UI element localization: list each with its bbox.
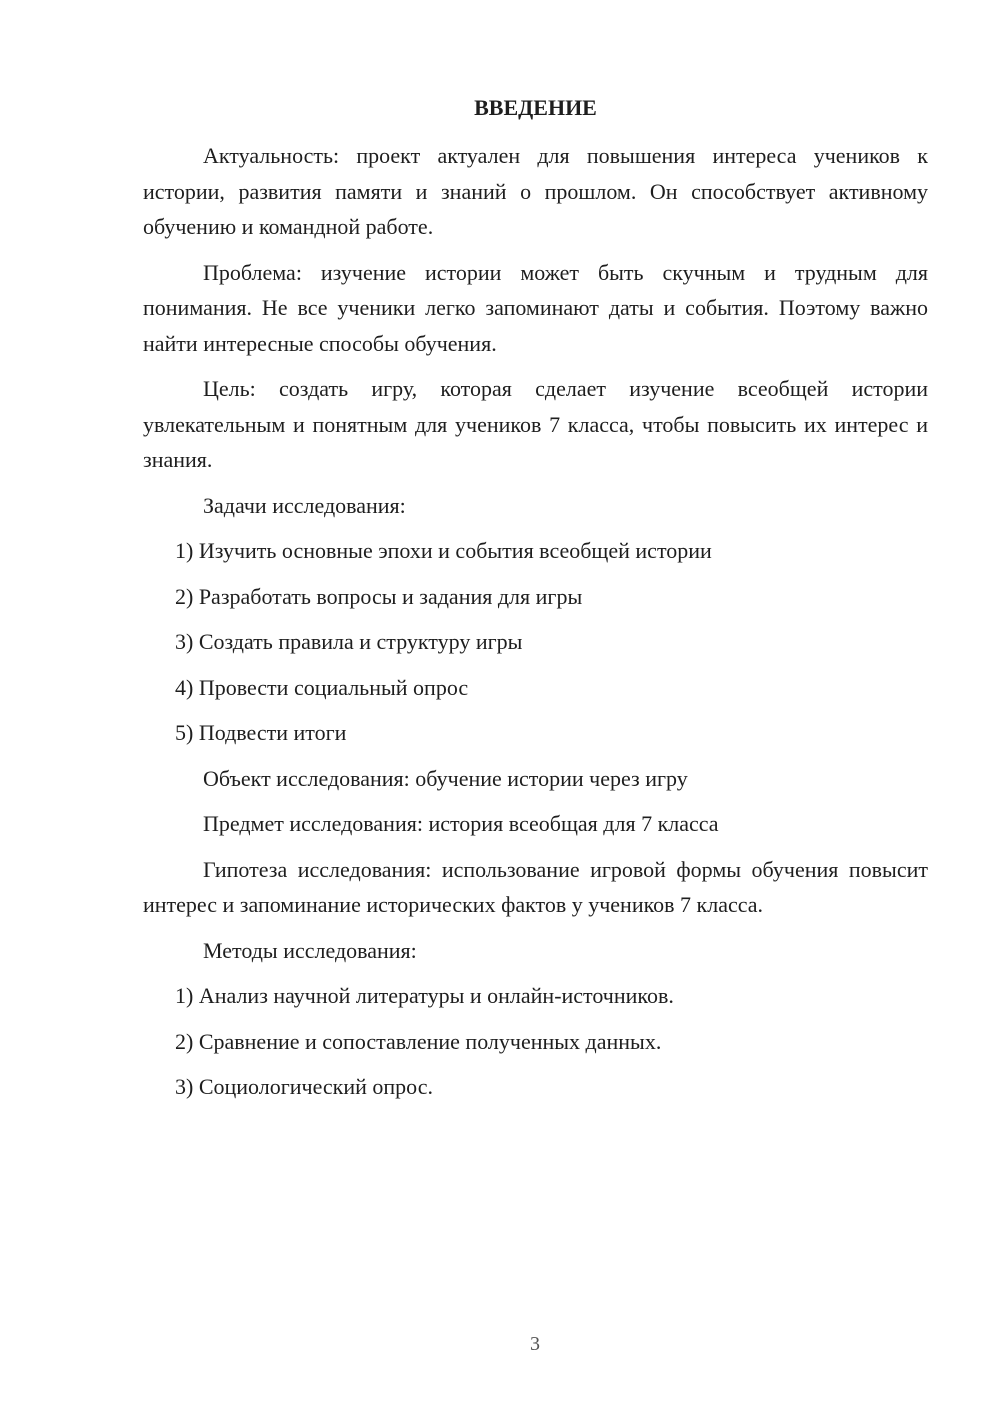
task-item: 5) Подвести итоги — [175, 720, 347, 745]
method-item: 1) Анализ научной литературы и онлайн-источников. — [175, 983, 674, 1008]
hypothesis-paragraph: Гипотеза исследования: использование игровой формы обучения повысит интерес и запоминание исторических фактов у учеников 7 класса. — [143, 856, 928, 917]
page-number: 3 — [530, 1333, 540, 1355]
object-line: Объект исследования: обучение истории через игру — [203, 765, 688, 791]
methods-heading: Методы исследования: — [203, 937, 417, 963]
problem-paragraph: Проблема: изучение истории может быть скучным и трудным для понимания. Не все ученики легко запоминают даты и события. Поэтому важно найти интересные способы обучения. — [143, 259, 928, 356]
method-item: 2) Сравнение и сопоставление полученных данных. — [175, 1028, 662, 1054]
goal-paragraph: Цель: создать игру, которая сделает изучение всеобщей истории увлекательным и понятным для учеников 7 класса, чтобы повысить их интерес и знания. — [143, 376, 928, 472]
method-item: 3) Социологический опрос. — [175, 1074, 433, 1099]
methods-list — [143, 978, 928, 1105]
tasks-list — [143, 533, 928, 751]
subject-line: Предмет исследования: история всеобщая для 7 класса — [203, 811, 719, 836]
tasks-heading: Задачи исследования: — [203, 492, 406, 518]
task-item: 1) Изучить основные эпохи и события всеобщей истории — [175, 538, 712, 563]
page-content — [143, 90, 928, 1115]
task-item: 3) Создать правила и структуру игры — [175, 629, 523, 654]
page-title: ВВЕДЕНИЕ — [474, 95, 597, 120]
relevance-paragraph: Актуальность: проект актуален для повышения интереса учеников к истории, развития памяти и знаний о прошлом. Он способствует активному обучению и командной работе. — [143, 143, 928, 239]
task-item: 2) Разработать вопросы и задания для игры — [175, 583, 583, 609]
task-item: 4) Провести социальный опрос — [175, 674, 469, 700]
